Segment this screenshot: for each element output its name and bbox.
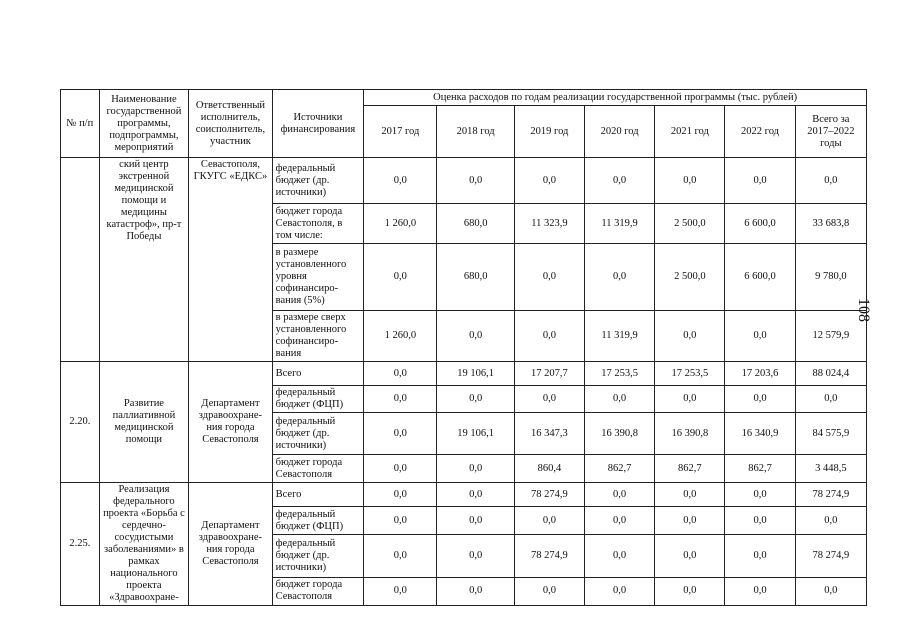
- header-num: № п/п: [61, 90, 100, 158]
- total-value: 78 274,9: [795, 534, 866, 577]
- program-name: Реализация федерального проекта «Борьба с сердечно-сосудистыми заболеваниями» в рамках национального проекта «Здравоохране-: [99, 483, 189, 606]
- row-number: 2.25.: [61, 483, 100, 606]
- year-value: 0,0: [585, 483, 655, 507]
- page-number: 108: [855, 298, 872, 322]
- funding-source: федеральный бюджет (др. источники): [272, 158, 364, 204]
- year-value: 0,0: [437, 483, 514, 507]
- year-value: 6 600,0: [725, 244, 795, 311]
- year-value: 2 500,0: [655, 204, 725, 244]
- year-value: 0,0: [585, 244, 655, 311]
- year-value: 862,7: [655, 455, 725, 483]
- header-estimate: Оценка расходов по годам реализации государственной программы (тыс. рублей): [364, 90, 867, 106]
- year-value: 0,0: [725, 483, 795, 507]
- total-value: 0,0: [795, 158, 866, 204]
- year-value: 0,0: [364, 577, 437, 605]
- year-value: 0,0: [655, 534, 725, 577]
- year-value: 0,0: [655, 158, 725, 204]
- year-value: 680,0: [437, 244, 514, 311]
- header-name: Наименование государственной программы, подпрограммы, мероприятий: [99, 90, 189, 158]
- year-value: 11 319,9: [585, 204, 655, 244]
- total-value: 88 024,4: [795, 362, 866, 386]
- year-value: 860,4: [514, 455, 584, 483]
- year-value: 11 319,9: [585, 311, 655, 362]
- year-value: 0,0: [364, 362, 437, 386]
- year-value: 16 340,9: [725, 413, 795, 455]
- year-value: 862,7: [585, 455, 655, 483]
- year-value: 1 260,0: [364, 311, 437, 362]
- year-value: 0,0: [514, 158, 584, 204]
- year-value: 17 253,5: [655, 362, 725, 386]
- year-value: 0,0: [437, 577, 514, 605]
- year-value: 17 207,7: [514, 362, 584, 386]
- year-value: 0,0: [655, 507, 725, 534]
- year-value: 0,0: [514, 386, 584, 413]
- funding-source: федеральный бюджет (ФЦП): [272, 507, 364, 534]
- header-year: 2021 год: [655, 106, 725, 158]
- year-value: 0,0: [514, 244, 584, 311]
- year-value: 0,0: [585, 534, 655, 577]
- year-value: 0,0: [655, 483, 725, 507]
- year-value: 0,0: [514, 311, 584, 362]
- year-value: 0,0: [585, 577, 655, 605]
- year-value: 16 347,3: [514, 413, 584, 455]
- funding-source: бюджет города Севастополя: [272, 577, 364, 605]
- year-value: 0,0: [364, 507, 437, 534]
- year-value: 862,7: [725, 455, 795, 483]
- row-number: [61, 158, 100, 362]
- year-value: 0,0: [655, 311, 725, 362]
- year-value: 0,0: [725, 311, 795, 362]
- year-value: 0,0: [364, 386, 437, 413]
- year-value: 16 390,8: [655, 413, 725, 455]
- year-value: 0,0: [655, 386, 725, 413]
- executor: Севастополя, ГКУГС «ЕДКС»: [189, 158, 272, 362]
- year-value: 19 106,1: [437, 362, 514, 386]
- year-value: 0,0: [437, 507, 514, 534]
- year-value: 0,0: [437, 158, 514, 204]
- program-name: Развитие паллиативной медицинской помощи: [99, 362, 189, 483]
- header-source: Источники финансирования: [272, 90, 364, 158]
- header-year: 2017 год: [364, 106, 437, 158]
- total-value: 0,0: [795, 386, 866, 413]
- total-value: 84 575,9: [795, 413, 866, 455]
- header-year: 2022 год: [725, 106, 795, 158]
- year-value: 0,0: [725, 386, 795, 413]
- year-value: 0,0: [364, 158, 437, 204]
- funding-source: в размере сверх установленного софинансиро-вания: [272, 311, 364, 362]
- funding-source: в размере установленного уровня софинансиро-вания (5%): [272, 244, 364, 311]
- year-value: 11 323,9: [514, 204, 584, 244]
- year-value: 0,0: [364, 413, 437, 455]
- year-value: 16 390,8: [585, 413, 655, 455]
- funding-source: бюджет города Севастополя, в том числе:: [272, 204, 364, 244]
- header-year: 2018 год: [437, 106, 514, 158]
- funding-source: федеральный бюджет (ФЦП): [272, 386, 364, 413]
- year-value: 78 274,9: [514, 483, 584, 507]
- year-value: 0,0: [725, 577, 795, 605]
- table-row: [61, 362, 867, 386]
- funding-source: бюджет города Севастополя: [272, 455, 364, 483]
- executor: Департамент здравоохране-ния города Севастополя: [189, 483, 272, 606]
- year-value: 0,0: [585, 507, 655, 534]
- year-value: 0,0: [585, 158, 655, 204]
- table-row: [61, 158, 867, 204]
- year-value: 2 500,0: [655, 244, 725, 311]
- funding-source: федеральный бюджет (др. источники): [272, 413, 364, 455]
- year-value: 6 600,0: [725, 204, 795, 244]
- funding-source: Всего: [272, 483, 364, 507]
- program-name: ский центр экстренной медицинской помощи и медицины катастроф», пр-т Победы: [99, 158, 189, 362]
- budget-table: [60, 89, 867, 606]
- total-value: 33 683,8: [795, 204, 866, 244]
- funding-source: федеральный бюджет (др. источники): [272, 534, 364, 577]
- year-value: 0,0: [437, 311, 514, 362]
- year-value: 19 106,1: [437, 413, 514, 455]
- year-value: 17 203,6: [725, 362, 795, 386]
- header-executor: Ответственный исполнитель, соисполнитель, участник: [189, 90, 272, 158]
- total-value: 3 448,5: [795, 455, 866, 483]
- year-value: 0,0: [437, 534, 514, 577]
- table-row: [61, 483, 867, 507]
- year-value: 0,0: [514, 577, 584, 605]
- year-value: 78 274,9: [514, 534, 584, 577]
- row-number: 2.20.: [61, 362, 100, 483]
- table-body: [61, 158, 867, 606]
- year-value: 0,0: [437, 455, 514, 483]
- year-value: 0,0: [437, 386, 514, 413]
- header-year-total: Всего за 2017–2022 годы: [795, 106, 866, 158]
- year-value: 0,0: [655, 577, 725, 605]
- total-value: 12 579,9: [795, 311, 866, 362]
- year-value: 0,0: [514, 507, 584, 534]
- year-value: 0,0: [364, 483, 437, 507]
- total-value: 0,0: [795, 577, 866, 605]
- total-value: 78 274,9: [795, 483, 866, 507]
- year-value: 17 253,5: [585, 362, 655, 386]
- year-value: 1 260,0: [364, 204, 437, 244]
- total-value: 0,0: [795, 507, 866, 534]
- header-year: 2019 год: [514, 106, 584, 158]
- header-year: 2020 год: [585, 106, 655, 158]
- year-value: 0,0: [364, 455, 437, 483]
- total-value: 9 780,0: [795, 244, 866, 311]
- year-value: 0,0: [364, 534, 437, 577]
- year-value: 680,0: [437, 204, 514, 244]
- year-value: 0,0: [725, 507, 795, 534]
- year-value: 0,0: [725, 158, 795, 204]
- executor: Департамент здравоохране-ния города Севастополя: [189, 362, 272, 483]
- year-value: 0,0: [585, 386, 655, 413]
- year-value: 0,0: [364, 244, 437, 311]
- funding-source: Всего: [272, 362, 364, 386]
- year-value: 0,0: [725, 534, 795, 577]
